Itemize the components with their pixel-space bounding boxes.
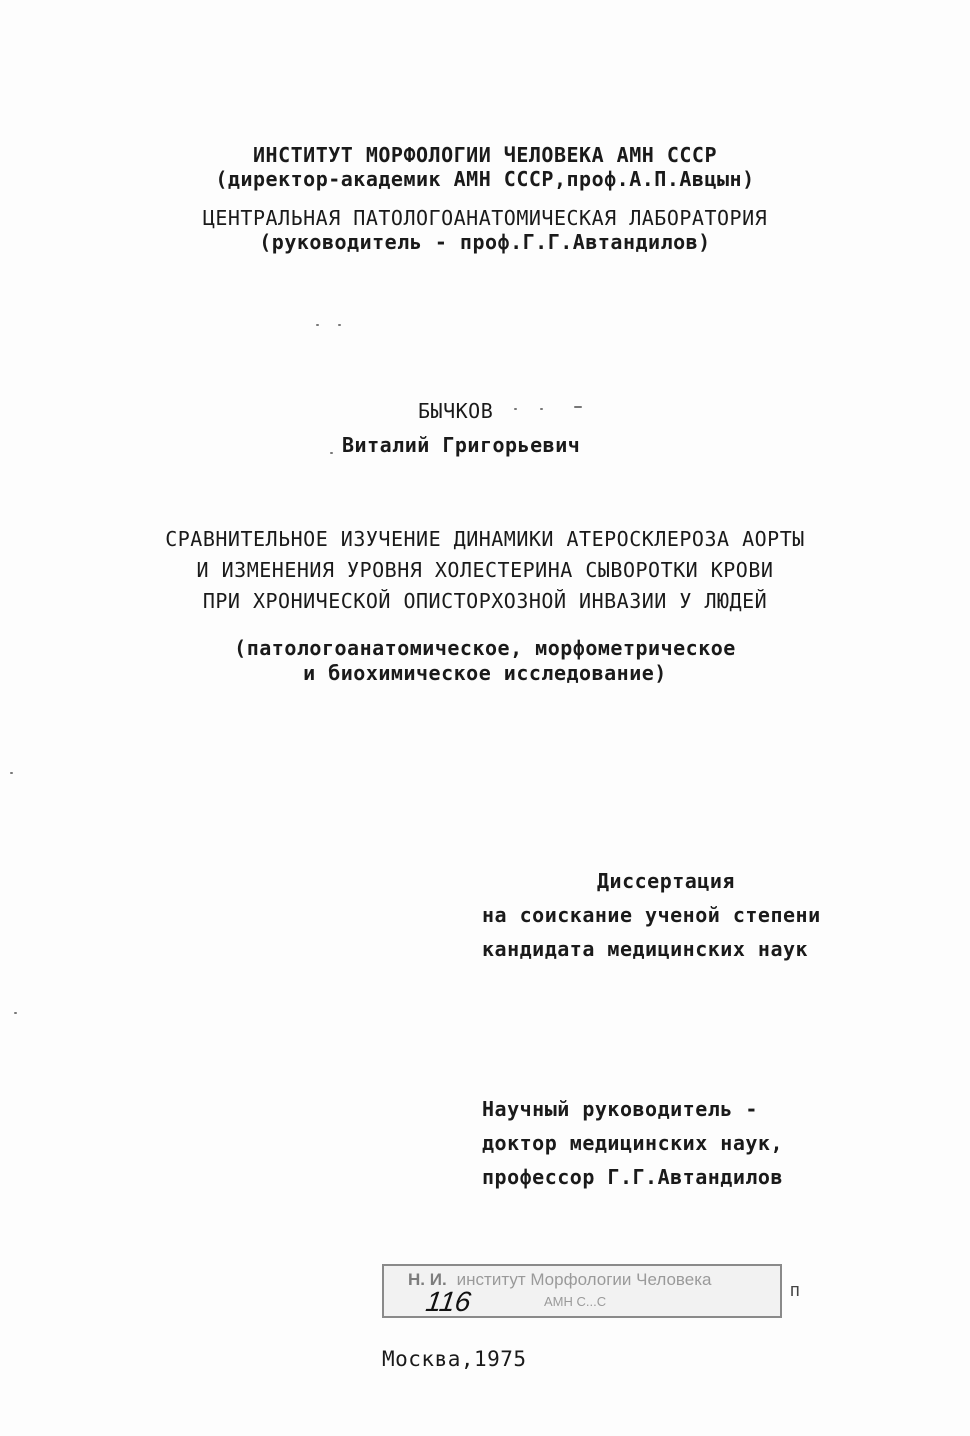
supervisor-line: Научный руководитель - [482,1097,758,1121]
city-year: Москва,1975 [382,1347,527,1371]
stamp-subtext: АМН С...С [544,1294,607,1309]
stamp-prefix: Н. И. [408,1270,447,1289]
library-stamp [382,1264,782,1318]
speck [574,406,582,408]
speck [540,408,543,410]
speck [14,1012,17,1014]
laboratory-head: (руководитель - проф.Г.Г.Автандилов) [259,230,711,254]
institute-director: (директор-академик АМН СССР,проф.А.П.Авцын) [215,167,755,191]
title-line: СРАВНИТЕЛЬНОЕ ИЗУЧЕНИЕ ДИНАМИКИ АТЕРОСКЛЕРОЗА АОРТЫ [165,527,805,551]
author-given-names: Виталий Григорьевич [342,433,581,457]
speck [338,324,341,326]
speck [330,452,333,454]
author-surname: БЫЧКОВ [418,399,494,423]
speck [514,408,517,410]
dissertation-line: Диссертация [597,869,735,893]
supervisor-line: профессор Г.Г.Автандилов [482,1165,783,1189]
subtitle-line: и биохимическое исследование) [303,661,667,685]
handwritten-number: 116 [423,1286,473,1317]
dissertation-line: на соискание ученой степени [482,903,821,927]
stamp-institute: институт Морфологии Человека [456,1270,712,1289]
stamp-side-mark: п [790,1280,800,1300]
supervisor-line: доктор медицинских наук, [482,1131,783,1155]
title-line: И ИЗМЕНЕНИЯ УРОВНЯ ХОЛЕСТЕРИНА СЫВОРОТКИ КРОВИ [196,558,774,582]
subtitle-line: (патологоанатомическое, морфометрическое [234,636,736,660]
title-line: ПРИ ХРОНИЧЕСКОЙ ОПИСТОРХОЗНОЙ ИНВАЗИИ У ЛЮДЕЙ [202,589,768,613]
speck [10,772,13,774]
speck [316,324,319,326]
institute-name: ИНСТИТУТ МОРФОЛОГИИ ЧЕЛОВЕКА АМН СССР [252,143,718,167]
dissertation-line: кандидата медицинских наук [482,937,809,961]
laboratory-name: ЦЕНТРАЛЬНАЯ ПАТОЛОГОАНАТОМИЧЕСКАЯ ЛАБОРАТОРИЯ [202,206,768,230]
